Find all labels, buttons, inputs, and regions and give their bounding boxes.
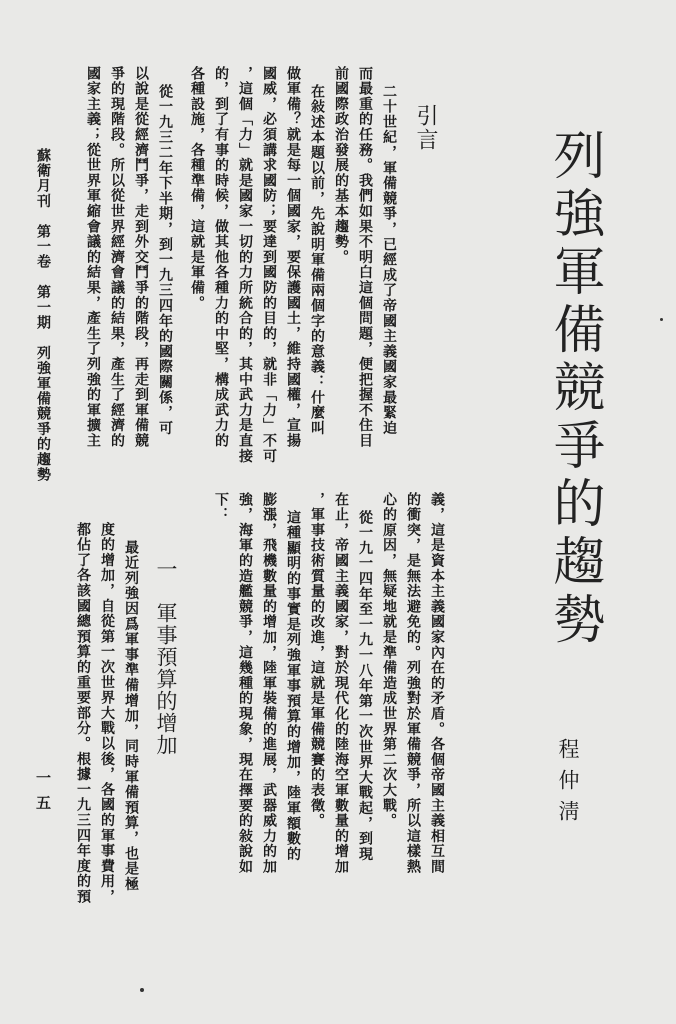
body-line: 義，這是資本主義國家內在的矛盾。各個帝國主義相互間 <box>429 492 445 875</box>
running-head: 蘇衛月刊 第一卷 第一期 列強軍備競爭的趨勢 <box>35 148 51 483</box>
body-line: 在敍述本題以前，先說明軍備兩個字的意義：什麼叫 <box>309 84 325 436</box>
body-line: 前國際政治發展的基本趨勢。 <box>333 66 349 265</box>
body-line: ，軍事技術質量的改進，這就是軍備競賽的表徵。 <box>309 492 325 829</box>
intro-heading: 引言 <box>413 104 438 152</box>
body-line: 都佔了各該國總預算的重要部分。根據一九三四年度的預 <box>75 522 91 905</box>
body-line: 從一九三二年下半期，到一九三四年的國際關係，可 <box>157 84 173 436</box>
body-line: 在止，帝國主義國家，對於現代化的陸海空軍數量的增加 <box>333 492 349 875</box>
body-line: 的衝突，是無法避免的。列強對於軍備競爭，所以這樣熱 <box>405 492 421 875</box>
body-line: 爭的現階段。所以從世界經濟會議的結果，產生了經濟的 <box>109 66 125 449</box>
body-line: 以說是從經濟鬥爭，走到外交鬥爭的階段，再走到軍備競 <box>133 66 149 449</box>
body-line: 的，到了有事的時候，做其他各種力的中堅，構成武力的 <box>213 66 229 449</box>
ink-speck <box>660 318 663 321</box>
article-title: 列強軍備競爭的趨勢 <box>544 128 604 650</box>
body-line: 做軍備？就是每一個國家，要保護國土，維持國權，宣揚 <box>285 66 301 449</box>
body-line: 從一九一四年至一九一八年第一次世界大戰起，到現 <box>357 510 373 862</box>
ink-speck <box>140 988 144 992</box>
body-line: 心的原因，無疑地就是準備造成世界第二次大戰。 <box>381 492 397 829</box>
body-line: 最近列強因爲軍事準備增加，同時軍備預算，也是極 <box>123 540 139 892</box>
body-line: ，這個「力」就是國家一切的力所統合的，其中武力是直接 <box>237 66 253 464</box>
body-line: 國威，必須講求國防；要達到國防的目的，就非「力」不可 <box>261 66 277 464</box>
body-line: 各種設施，各種準備，這就是軍備。 <box>189 66 205 311</box>
body-line: 度的增加，自從第一次世界大戰以後，各國的軍事費用， <box>99 522 115 905</box>
body-line: 而最重的任務。我們如果不明白這個問題，便把握不住目 <box>357 66 373 449</box>
author-name: 程仲淸 <box>556 738 580 831</box>
page-number: 一五 <box>34 770 52 820</box>
body-line: 膨漲，飛機數量的增加，陸軍裝備的進展，武器威力的加 <box>261 492 277 875</box>
body-line: 國家主義；從世界軍縮會議的結果，產生了列強的軍擴主 <box>85 66 101 449</box>
body-line: 強，海軍的造艦競爭，這幾種的現象，現在擇要的敍說如 <box>237 492 253 875</box>
body-line: 二十世紀，軍備競爭，已經成了帝國主義國家最緊迫 <box>381 84 397 436</box>
body-line: 這種顯明的事實是列強軍事預算的增加，陸軍額數的 <box>285 510 301 862</box>
section-heading-budget: 一 軍事預算的增加 <box>154 558 178 756</box>
body-line: 下： <box>213 492 229 523</box>
